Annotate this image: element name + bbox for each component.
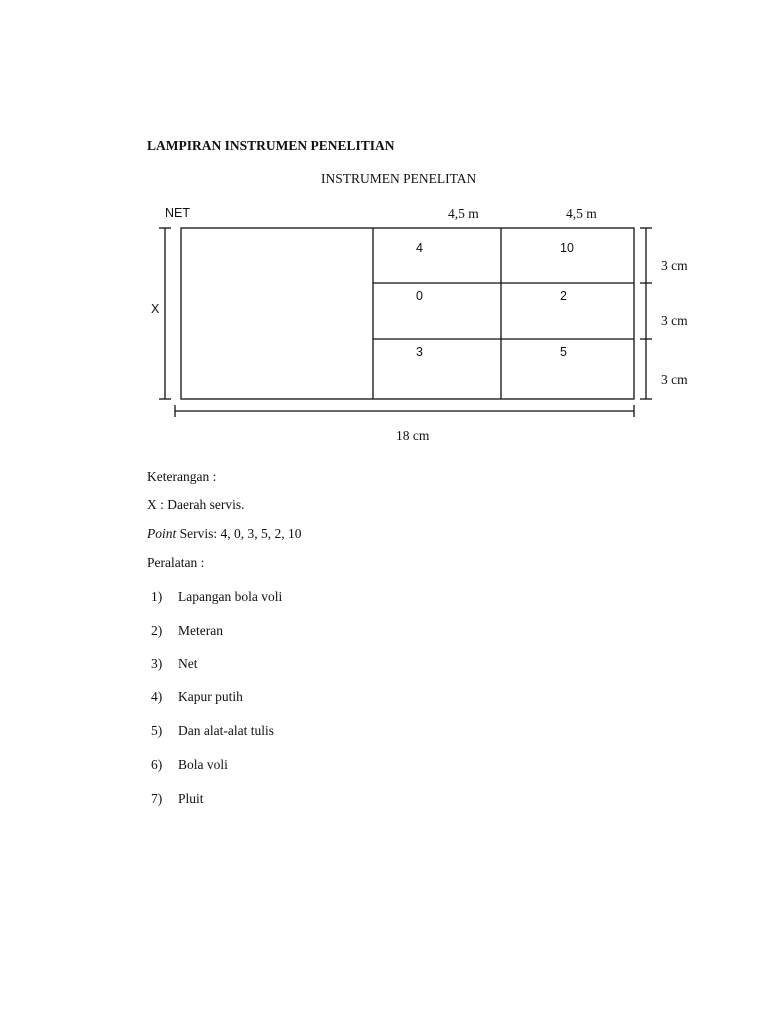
serve-area-label: X [151,302,160,316]
list-item: 5) Dan alat-alat tulis [151,723,274,738]
serve-area-note: X : Daerah servis. [147,497,245,512]
net-label: NET [165,206,190,220]
bottom-dimension-label: 18 cm [396,428,430,443]
right-dimension-lines [640,228,652,399]
zone-point-value: 4 [416,241,423,255]
point-serve-note [147,526,302,542]
top-dimension-label: 4,5 m [566,206,597,221]
list-item: 2) Meteran [151,623,223,638]
top-dimension-label: 4,5 m [448,206,479,221]
zone-point-value: 5 [560,345,567,359]
court-diagram [0,0,768,460]
bottom-dimension-line [175,405,634,417]
right-dimension-label: 3 cm [661,372,688,387]
zone-point-value: 10 [560,241,574,255]
right-dimension-label: 3 cm [661,258,688,273]
zone-point-value: 2 [560,289,567,303]
point-values: Servis: 4, 0, 3, 5, 2, 10 [176,526,302,541]
list-item: 7) Pluit [151,791,204,806]
list-item: 4) Kapur putih [151,689,243,704]
point-italic: Point [147,526,177,541]
equipment-title: Peralatan : [147,555,205,570]
list-item: 6) Bola voli [151,757,228,772]
diagram-title: INSTRUMEN PENELITAN [321,171,477,186]
list-item: 1) Lapangan bola voli [151,589,283,604]
right-dimension-label: 3 cm [661,313,688,328]
left-dimension-line [159,228,171,399]
zone-point-value: 3 [416,345,423,359]
zone-point-value: 0 [416,289,423,303]
list-item: 3) Net [151,656,198,671]
notes-title: Keterangan : [147,469,217,484]
page-heading: LAMPIRAN INSTRUMEN PENELITIAN [147,138,395,153]
